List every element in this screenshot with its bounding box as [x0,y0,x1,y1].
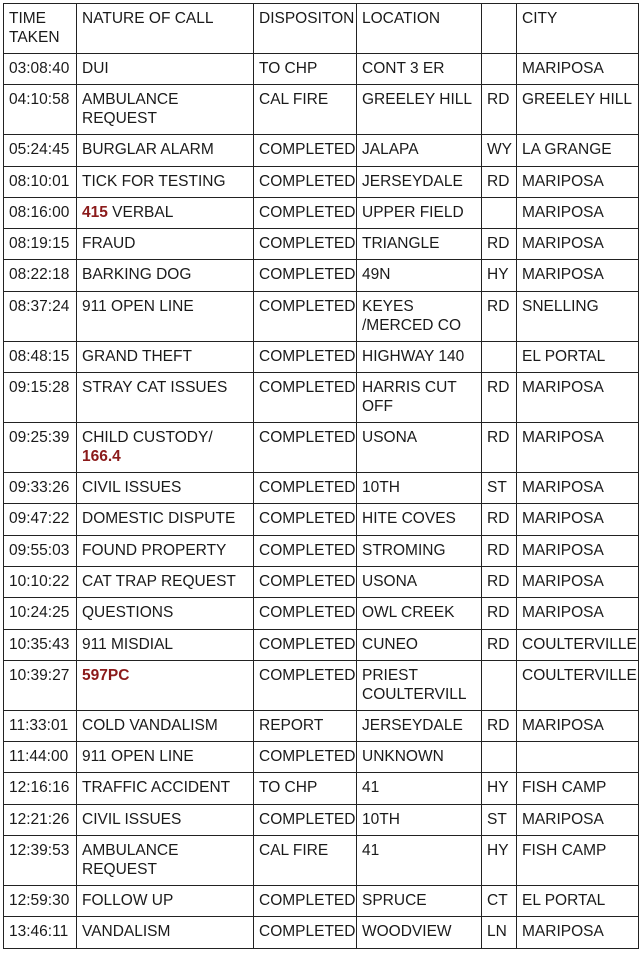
nature-text: QUESTIONS [82,604,174,622]
cell-city: MARIPOSA [517,917,639,948]
table-row [4,85,639,135]
table-row [4,473,639,504]
cell-city: MARIPOSA [517,260,639,291]
cell-suffix: RD [482,229,517,260]
cell-location: 49N [357,260,482,291]
cell-location: 10TH [357,804,482,835]
cell-city: MARIPOSA [517,229,639,260]
table-row [4,804,639,835]
cell-city: SNELLING [517,291,639,341]
cell-disposition: CAL FIRE [254,85,357,135]
cell-location: STROMING [357,535,482,566]
cell-city: EL PORTAL [517,341,639,372]
cell-disposition: COMPLETED [254,260,357,291]
cell-city: COULTERVILLE [517,660,639,710]
cell-suffix: CT [482,886,517,917]
nature-text: VERBAL [107,203,174,221]
nature-text: DOMESTIC DISPUTE [82,510,236,528]
cell-city: MARIPOSA [517,423,639,473]
cell-disposition: COMPLETED [254,535,357,566]
cell-disposition: COMPLETED [254,742,357,773]
cell-suffix [482,197,517,228]
header-nature: NATURE OF CALL [77,4,254,54]
table-row [4,423,639,473]
table-row [4,373,639,423]
cell-disposition: COMPLETED [254,197,357,228]
cell-disposition: COMPLETED [254,629,357,660]
cell-city: MARIPOSA [517,504,639,535]
cell-time: 08:16:00 [4,197,77,228]
cell-suffix: RD [482,166,517,197]
nature-text: AMBULANCE REQUEST [82,91,183,128]
table-row [4,629,639,660]
nature-text: COLD VANDALISM [82,716,218,734]
penal-code: 166.4 [82,448,121,466]
cell-suffix: WY [482,135,517,166]
cell-nature [77,660,254,710]
table-row [4,660,639,710]
cell-time: 08:37:24 [4,291,77,341]
cell-location: USONA [357,423,482,473]
header-location: LOCATION [357,4,482,54]
header-suffix [482,4,517,54]
header-disposition: DISPOSITON [254,4,357,54]
cell-nature [77,710,254,741]
cell-time: 11:33:01 [4,710,77,741]
nature-text: AMBULANCE REQUEST [82,842,183,879]
cell-location: TRIANGLE [357,229,482,260]
cell-suffix: RD [482,710,517,741]
cell-time: 08:22:18 [4,260,77,291]
cell-city: MARIPOSA [517,566,639,597]
cell-city: EL PORTAL [517,886,639,917]
cell-suffix: RD [482,85,517,135]
cell-disposition: COMPLETED [254,341,357,372]
nature-text: GRAND THEFT [82,347,192,365]
nature-text: 911 MISDIAL [82,635,174,653]
cell-disposition: REPORT [254,710,357,741]
cell-suffix: RD [482,566,517,597]
table-row [4,742,639,773]
nature-text: TRAFFIC ACCIDENT [82,779,231,797]
cell-time: 09:25:39 [4,423,77,473]
cell-location: JERSEYDALE [357,166,482,197]
cell-nature [77,291,254,341]
cell-disposition: COMPLETED [254,598,357,629]
cell-suffix: ST [482,804,517,835]
call-log-table [3,3,639,949]
cell-time: 08:10:01 [4,166,77,197]
cell-city: MARIPOSA [517,804,639,835]
cell-location: UNKNOWN [357,742,482,773]
nature-text: CHILD CUSTODY/ [82,429,213,447]
cell-suffix [482,742,517,773]
table-row [4,836,639,886]
cell-location: JALAPA [357,135,482,166]
cell-disposition: COMPLETED [254,166,357,197]
cell-nature [77,773,254,804]
cell-location: KEYES /MERCED CO [357,291,482,341]
cell-location: OWL CREEK [357,598,482,629]
cell-city [517,742,639,773]
cell-nature [77,166,254,197]
table-row [4,260,639,291]
cell-suffix: RD [482,291,517,341]
cell-time: 03:08:40 [4,54,77,85]
cell-location: CONT 3 ER [357,54,482,85]
cell-disposition: COMPLETED [254,291,357,341]
cell-time: 12:21:26 [4,804,77,835]
cell-suffix: RD [482,504,517,535]
table-row [4,54,639,85]
penal-code: 597PC [82,666,130,684]
header-city: CITY [517,4,639,54]
cell-time: 12:59:30 [4,886,77,917]
cell-time: 09:55:03 [4,535,77,566]
cell-location: 41 [357,836,482,886]
cell-location: HITE COVES [357,504,482,535]
cell-city: LA GRANGE [517,135,639,166]
cell-location: CUNEO [357,629,482,660]
table-row [4,773,639,804]
cell-nature [77,535,254,566]
cell-suffix: HY [482,836,517,886]
cell-time: 10:35:43 [4,629,77,660]
cell-nature [77,629,254,660]
cell-city: MARIPOSA [517,373,639,423]
cell-nature [77,886,254,917]
cell-suffix: HY [482,260,517,291]
cell-suffix: RD [482,373,517,423]
cell-location: UPPER FIELD [357,197,482,228]
table-row [4,886,639,917]
cell-suffix: RD [482,629,517,660]
nature-text: FRAUD [82,235,136,253]
cell-city: COULTERVILLE [517,629,639,660]
cell-location: JERSEYDALE [357,710,482,741]
table-row [4,291,639,341]
nature-text: DUI [82,60,109,77]
nature-text: 911 OPEN LINE [82,297,194,315]
nature-text: CIVIL ISSUES [82,479,182,497]
cell-suffix: RD [482,535,517,566]
cell-time: 10:10:22 [4,566,77,597]
nature-text: 911 OPEN LINE [82,748,194,766]
table-row [4,341,639,372]
cell-time: 12:16:16 [4,773,77,804]
cell-suffix: ST [482,473,517,504]
cell-time: 10:39:27 [4,660,77,710]
table-row [4,197,639,228]
table-row [4,710,639,741]
table-row [4,566,639,597]
cell-city: MARIPOSA [517,598,639,629]
cell-nature [77,54,254,85]
cell-time: 05:24:45 [4,135,77,166]
cell-nature [77,598,254,629]
cell-nature [77,473,254,504]
cell-suffix [482,341,517,372]
cell-location: SPRUCE [357,886,482,917]
cell-nature [77,504,254,535]
nature-text: FOLLOW UP [82,892,174,910]
cell-nature [77,135,254,166]
nature-text: CIVIL ISSUES [82,810,182,828]
cell-disposition: TO CHP [254,773,357,804]
cell-nature [77,804,254,835]
cell-disposition: COMPLETED [254,229,357,260]
cell-time: 09:33:26 [4,473,77,504]
table-row [4,598,639,629]
cell-disposition: CAL FIRE [254,836,357,886]
cell-time: 13:46:11 [4,917,77,948]
cell-time: 12:39:53 [4,836,77,886]
table-row [4,166,639,197]
cell-location: 10TH [357,473,482,504]
cell-disposition: COMPLETED [254,373,357,423]
cell-city: MARIPOSA [517,54,639,85]
cell-nature [77,742,254,773]
cell-city: FISH CAMP [517,773,639,804]
cell-nature [77,229,254,260]
cell-nature [77,423,254,473]
table-row [4,135,639,166]
cell-disposition: COMPLETED [254,886,357,917]
cell-city: MARIPOSA [517,197,639,228]
cell-location: 41 [357,773,482,804]
nature-text: BURGLAR ALARM [82,141,214,159]
cell-time: 09:15:28 [4,373,77,423]
cell-time: 04:10:58 [4,85,77,135]
cell-disposition: COMPLETED [254,135,357,166]
cell-suffix: RD [482,598,517,629]
cell-suffix [482,660,517,710]
cell-city: MARIPOSA [517,535,639,566]
cell-time: 10:24:25 [4,598,77,629]
cell-location: USONA [357,566,482,597]
cell-location: HARRIS CUT OFF [357,373,482,423]
cell-nature [77,917,254,948]
cell-time: 09:47:22 [4,504,77,535]
table-row [4,504,639,535]
cell-disposition: COMPLETED [254,566,357,597]
header-row [4,4,639,54]
cell-suffix [482,54,517,85]
cell-city: FISH CAMP [517,836,639,886]
nature-text: CAT TRAP REQUEST [82,572,236,590]
cell-city: MARIPOSA [517,473,639,504]
cell-nature [77,197,254,228]
table-row [4,917,639,948]
cell-location: WOODVIEW [357,917,482,948]
nature-text: FOUND PROPERTY [82,541,227,559]
nature-text: VANDALISM [82,923,171,941]
cell-suffix: LN [482,917,517,948]
nature-text: STRAY CAT ISSUES [82,379,228,397]
cell-disposition: COMPLETED [254,917,357,948]
cell-time: 08:19:15 [4,229,77,260]
cell-nature [77,566,254,597]
cell-suffix: RD [482,423,517,473]
cell-disposition: COMPLETED [254,473,357,504]
nature-text: BARKING DOG [82,266,192,284]
cell-city: GREELEY HILL [517,85,639,135]
header-time: TIME TAKEN [4,4,77,54]
cell-disposition: COMPLETED [254,423,357,473]
cell-nature [77,836,254,886]
cell-city: MARIPOSA [517,710,639,741]
cell-location: HIGHWAY 140 [357,341,482,372]
table-row [4,229,639,260]
cell-disposition: COMPLETED [254,804,357,835]
cell-disposition: TO CHP [254,54,357,85]
cell-time: 11:44:00 [4,742,77,773]
cell-time: 08:48:15 [4,341,77,372]
cell-nature [77,260,254,291]
nature-text: TICK FOR TESTING [82,172,226,190]
penal-code: 415 [82,203,108,221]
cell-nature [77,373,254,423]
cell-location: PRIEST COULTERVILL [357,660,482,710]
cell-nature [77,85,254,135]
cell-city: MARIPOSA [517,166,639,197]
cell-suffix: HY [482,773,517,804]
cell-disposition: COMPLETED [254,660,357,710]
cell-nature [77,341,254,372]
cell-location: GREELEY HILL [357,85,482,135]
cell-disposition: COMPLETED [254,504,357,535]
table-row [4,535,639,566]
